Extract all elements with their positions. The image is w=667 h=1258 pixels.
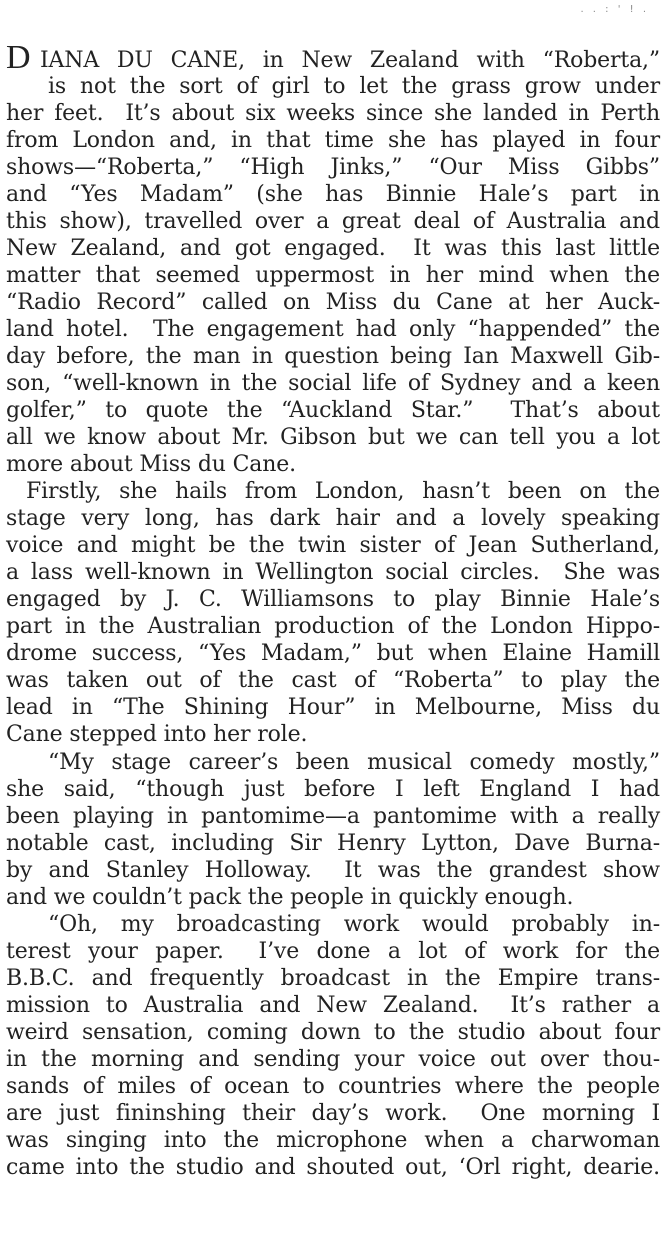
article-line: part in the Australian production of the London Hippo-: [6, 614, 660, 639]
article-line: land hotel. The engagement had only “happended” the: [6, 317, 660, 342]
article-line: was singing into the microphone when a charwoman: [6, 1128, 660, 1153]
article-line: voice and might be the twin sister of Jean Sutherland,: [6, 533, 660, 558]
article-line: been playing in pantomime—a pantomime with a really: [6, 804, 660, 829]
article-line: “My stage career’s been musical comedy mostly,”: [48, 750, 660, 775]
article-line: notable cast, including Sir Henry Lytton, Dave Burna-: [6, 831, 660, 856]
article-line: Cane stepped into her role.: [6, 722, 308, 747]
article-line: weird sensation, coming down to the studio about four: [6, 1020, 660, 1045]
article-line: from London and, in that time she has played in four: [6, 128, 660, 153]
article-line: engaged by J. C. Williamsons to play Binnie Hale’s: [6, 587, 660, 612]
article-line: drome success, “Yes Madam,” but when Elaine Hamill: [6, 641, 660, 666]
article-line: and we couldn’t pack the people in quickly enough.: [6, 885, 574, 910]
article-line: golfer,” to quote the “Auckland Star.” That’s about: [6, 398, 660, 423]
article-line: shows—“Roberta,” “High Jinks,” “Our Miss Gibbs”: [6, 155, 660, 180]
article-line: more about Miss du Cane.: [6, 452, 296, 477]
article-line: IANA DU CANE, in New Zealand with “Roberta,”: [40, 48, 660, 73]
article-line: stage very long, has dark hair and a lovely speaking: [6, 506, 660, 531]
article-line: son, “well-known in the social life of Sydney and a keen: [6, 371, 660, 396]
article-line: sands of miles of ocean to countries where the people: [6, 1074, 660, 1099]
article-line: she said, “though just before I left England I had: [6, 777, 660, 802]
article-line: day before, the man in question being Ian Maxwell Gib-: [6, 344, 660, 369]
article-line: a lass well-known in Wellington social circles. She was: [6, 560, 660, 585]
article-line: and “Yes Madam” (she has Binnie Hale’s part in: [6, 182, 660, 207]
article-line: all we know about Mr. Gibson but we can tell you a lot: [6, 425, 660, 450]
article-line: New Zealand, and got engaged. It was this last little: [6, 236, 660, 261]
scan-corner-marks: . . : ' ! .: [580, 4, 649, 15]
drop-cap: D: [6, 39, 31, 76]
article-line: mission to Australia and New Zealand. It’s rather a: [6, 993, 660, 1018]
article-line: lead in “The Shining Hour” in Melbourne, Miss du: [6, 695, 660, 720]
article-line: was taken out of the cast of “Roberta” to play the: [6, 668, 660, 693]
article-line: is not the sort of girl to let the grass grow under: [48, 74, 660, 99]
article-line: “Oh, my broadcasting work would probably in-: [48, 912, 660, 937]
article-line: B.B.C. and frequently broadcast in the Empire trans-: [6, 966, 660, 991]
article-line: came into the studio and shouted out, ‘Orl right, dearie.: [6, 1155, 660, 1180]
article-line: “Radio Record” called on Miss du Cane at her Auck-: [6, 290, 660, 315]
article-line: by and Stanley Holloway. It was the grandest show: [6, 858, 660, 883]
article-line: matter that seemed uppermost in her mind when the: [6, 263, 660, 288]
article-line: are just fininshing their day’s work. One morning I: [6, 1101, 660, 1126]
article-line: this show), travelled over a great deal of Australia and: [6, 209, 660, 234]
article-line: Firstly, she hails from London, hasn’t been on the: [26, 479, 660, 504]
article-line: in the morning and sending your voice out over thou-: [6, 1047, 660, 1072]
article-line: her feet. It’s about six weeks since she landed in Perth: [6, 101, 660, 126]
article-line: terest your paper. I’ve done a lot of work for the: [6, 939, 660, 964]
